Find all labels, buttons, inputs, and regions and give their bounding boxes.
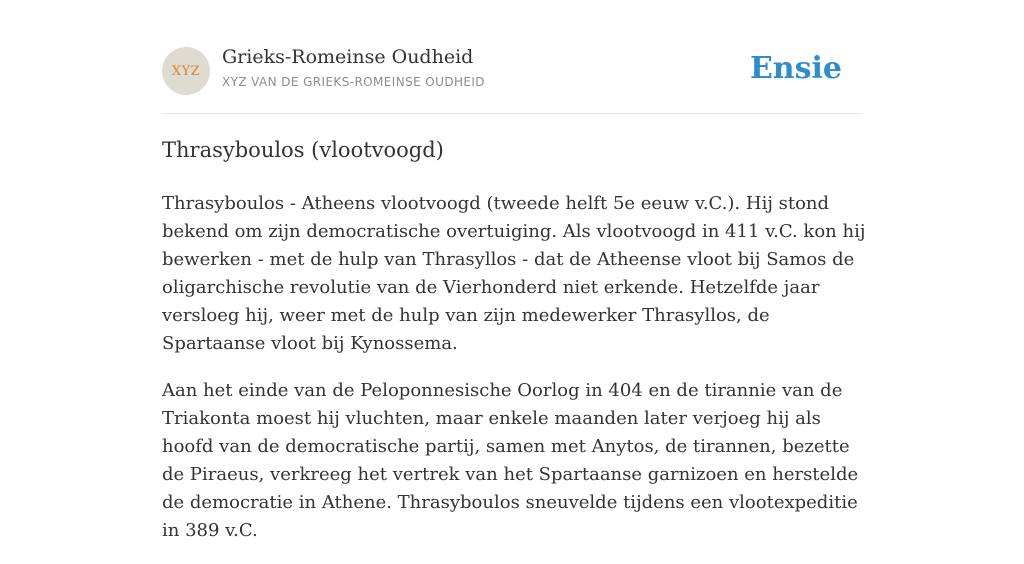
article-paragraph-2: Aan het einde van de Peloponnesische Oorlog in 404 en de tirannie van de Triakonta moest hij vluchten, maar enkele maanden later verjoeg hij als hoofd van de democratische partij, samen met Anytos, de tirannen, bezette de Piraeus, verkreeg het vertrek van het Spartaanse garnizoen en herstelde de democratie in Athene. Thrasyboulos sneuvelde tijdens een vlootexpeditie in 389 v.C. [162, 380, 859, 541]
publication-avatar[interactable]: XYZ [162, 47, 210, 95]
article-paragraph-1: Thrasyboulos - Atheens vlootvoogd (tweede helft 5e eeuw v.C.). Hij stond bekend om zijn democratische overtuiging. Als vlootvoogd in 411 v.C. kon hij bewerken - met de hulp van Thrasyllos - dat de Atheense vloot bij Samos de oligarchische revolutie van de Vierhonderd niet erkende. Hetzelfde jaar versloeg hij, weer met de hulp van zijn medewerker Thrasyllos, de Spartaanse vloot bij Kynossema. [162, 193, 866, 354]
header-divider [162, 113, 862, 114]
publication-name[interactable]: Grieks-Romeinse Oudheid [222, 46, 474, 68]
article-title: Thrasyboulos (vlootvoogd) [162, 138, 444, 162]
publication-subtitle: XYZ VAN DE GRIEKS-ROMEINSE OUDHEID [222, 75, 485, 89]
article-body [162, 190, 872, 564]
ensie-logo[interactable]: Ensie [749, 51, 842, 86]
publication-header [162, 46, 862, 96]
